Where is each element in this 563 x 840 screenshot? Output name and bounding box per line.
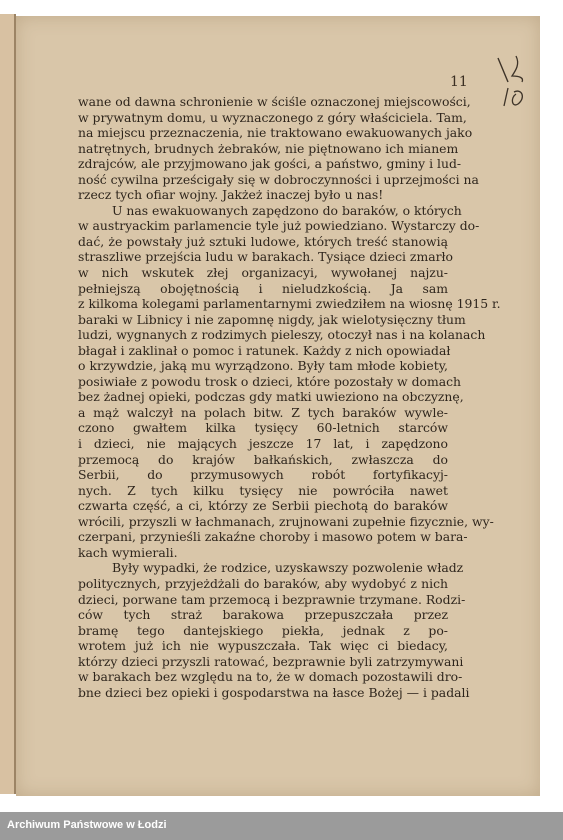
text-line: z kilkoma kolegami parlamentarnymi zwiedziłem na wiosnę 1915 r. <box>78 296 501 312</box>
text-line: bne dzieci bez opieki i gospodarstwa na łasce Bożej — i padali <box>78 684 470 700</box>
archive-footer-bar <box>0 812 563 840</box>
text-line: pełniejszą obojętnością i nieludzkością. Ja sam <box>78 280 448 296</box>
archive-name: Archiwum Państwowe w Łodzi <box>7 819 167 831</box>
text-line: zdrajców, ale przyjmowano jak gości, a państwo, gminy i lud- <box>78 156 462 172</box>
text-line: wrócili, przyszli w łachmanach, zrujnowani zupełnie fizycznie, wy- <box>78 513 494 529</box>
text-line: ność cywilna prześcigały się w dobroczynności i uprzejmości na <box>78 171 479 187</box>
text-line: czwarta część, a ci, którzy ze Serbii piechotą do baraków <box>78 498 448 514</box>
text-line: o krzywdzie, jaką mu wyrządzono. Były tam młode kobiety, <box>78 358 448 374</box>
text-line: czerpani, przynieśli zakaźne choroby i masowo potem w bara- <box>78 529 468 545</box>
adjacent-page-edge <box>0 14 16 794</box>
text-line: politycznych, przyjeżdżali do baraków, aby wydobyć z nich <box>78 575 448 591</box>
text-line: w nich wskutek złej organizacyi, wywołanej najzu- <box>78 265 448 281</box>
text-line: baraki w Libnicy i nie zapomnę nigdy, jak wielotysięczny tłum <box>78 311 466 327</box>
text-line: kach wymierali. <box>78 544 178 560</box>
text-line: ludzi, wygnanych z rodzimych pieleszy, otoczył nas i na kolanach <box>78 327 486 343</box>
text-line: błagał i zaklinał o pomoc i ratunek. Każdy z nich opowiadał <box>78 342 451 358</box>
text-line: w austryackim parlamencie tyle już powiedziano. Wystarczy do- <box>78 218 480 234</box>
text-line: a mąż walczył na polach bitw. Z tych baraków wywle- <box>78 404 448 420</box>
text-line: Serbii, do przymusowych robót fortyfikacyj- <box>78 467 448 483</box>
text-line: U nas ewakuowanych zapędzono do baraków, o których <box>112 202 462 218</box>
text-line: Były wypadki, że rodzice, uzyskawszy pozwolenie władz <box>112 560 464 576</box>
text-line: dać, że powstały już sztuki ludowe, których treść stanowią <box>78 233 448 249</box>
body-text <box>78 94 501 700</box>
text-line: dzieci, porwane tam przemocą i bezprawnie trzymane. Rodzi- <box>78 591 466 607</box>
text-line: na miejscu przeznaczenia, nie traktowano ewakuowanych jako <box>78 125 473 141</box>
text-line: i dzieci, nie mających jeszcze 17 lat, i zapędzono <box>78 436 448 452</box>
text-line: bramę tego dantejskiego piekła, jednak z po- <box>78 622 448 638</box>
text-line: w prywatnym domu, u wyznaczonego z góry właściciela. Tam, <box>78 109 467 125</box>
text-line: wrotem już ich nie wypuszczała. Tak więc ci biedacy, <box>78 638 448 654</box>
text-line: posiwiałe z powodu trosk o dzieci, które pozostały w domach <box>78 373 462 389</box>
text-line: natrętnych, brudnych żebraków, nie piętnowano ich mianem <box>78 140 459 156</box>
text-line: rzecz tych ofiar wojny. Jakżeż inaczej było u nas! <box>78 187 384 203</box>
page-number: 11 <box>450 74 468 90</box>
text-line: straszliwe przejścia ludu w barakach. Tysiące dzieci zmarło <box>78 249 453 265</box>
text-line: którzy dzieci przyszli ratować, bezprawnie byli zatrzymywani <box>78 653 464 669</box>
text-line: bez żadnej opieki, podczas gdy matki uwieziono na obczyznę, <box>78 389 464 405</box>
text-line: wane od dawna schronienie w ściśle oznaczonej miejscowości, <box>78 94 471 109</box>
text-line: nych. Z tych kilku tysięcy nie powróciła nawet <box>78 482 448 498</box>
text-line: przemocą do krajów bałkańskich, zwłaszcza do <box>78 451 448 467</box>
text-line: czono gwałtem kilka tysięcy 60-letnich starców <box>78 420 448 436</box>
text-line: ców tych straż barakowa przepuszczała przez <box>78 607 448 623</box>
text-line: w barakach bez względu na to, że w domach pozostawili dro- <box>78 669 463 685</box>
handwritten-margin-note <box>486 48 542 112</box>
